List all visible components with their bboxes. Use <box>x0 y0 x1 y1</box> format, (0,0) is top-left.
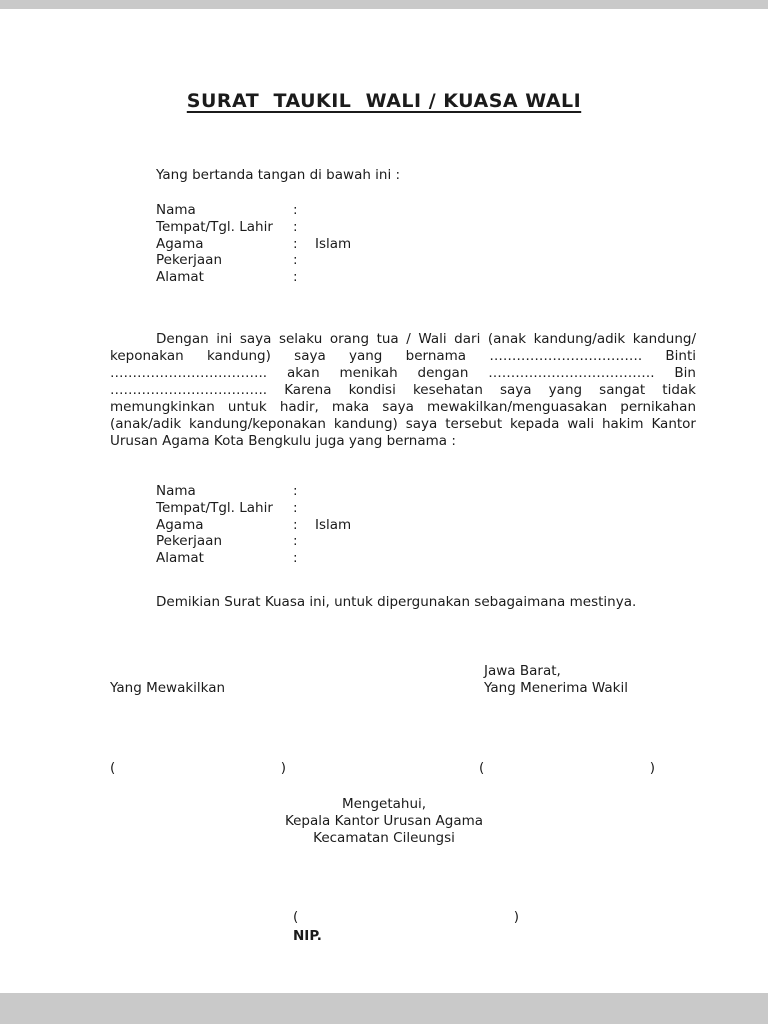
field-label: Nama <box>156 483 196 499</box>
field-row-nama <box>156 483 351 500</box>
page-top-gutter <box>0 0 768 9</box>
field-label: Tempat/Tgl. Lahir <box>156 218 273 235</box>
field-row-tempat-tgl-lahir <box>156 500 351 517</box>
field-colon: : <box>293 550 298 567</box>
field-row-pekerjaan <box>156 533 351 550</box>
ack-line-3: Kecamatan Cileungsi <box>313 829 455 846</box>
nip-label: NIP. <box>293 928 322 944</box>
field-row-alamat <box>156 269 351 286</box>
field-label: Alamat <box>156 269 204 286</box>
field-label: Agama <box>156 516 204 533</box>
signature-role-left: Yang Mewakilkan <box>110 680 226 696</box>
acknowledgement-parens <box>293 909 519 925</box>
signature-role-right: Yang Menerima Wakil <box>484 680 628 696</box>
close-paren: ) <box>649 760 655 776</box>
field-value: Islam <box>315 235 352 252</box>
field-colon: : <box>293 235 298 252</box>
close-paren: ) <box>513 909 519 925</box>
field-colon: : <box>293 218 298 235</box>
open-paren: ( <box>479 760 485 776</box>
field-colon: : <box>293 202 298 218</box>
open-paren: ( <box>110 760 116 776</box>
intro-line: Yang bertanda tangan di bawah ini : <box>156 167 401 183</box>
field-row-alamat <box>156 550 351 567</box>
field-colon: : <box>293 252 298 269</box>
party1-fields <box>156 202 351 286</box>
field-row-nama <box>156 202 351 219</box>
signature-parens-right <box>479 760 655 776</box>
acknowledgement-block <box>0 796 768 846</box>
body-paragraph: Dengan ini saya selaku orang tua / Wali dari (anak kandung/adik kandung/ keponakan kandung) saya yang bernama ……………………………. Binti …………………………….. akan menikah dengan ………………………………. Bin …………………………….. Karena kondisi kesehatan saya yang sangat tidak memungkinkan untuk hadir, maka saya mewakilkan/menguasakan pernikahan (anak/adik kandung/keponakan kandung) saya tersebut kepada wali hakim Kantor Urusan Agama Kota Bengkulu juga yang bernama : <box>110 331 696 449</box>
field-colon: : <box>293 533 298 550</box>
field-colon: : <box>293 516 298 533</box>
field-row-agama <box>156 236 351 253</box>
field-row-agama <box>156 517 351 534</box>
field-label: Alamat <box>156 550 204 567</box>
ack-line-2: Kepala Kantor Urusan Agama <box>284 812 484 829</box>
field-row-tempat-tgl-lahir <box>156 219 351 236</box>
field-value: Islam <box>315 516 352 533</box>
field-label: Agama <box>156 235 204 252</box>
open-paren: ( <box>293 909 299 925</box>
party2-fields <box>156 483 351 567</box>
document-title <box>0 90 768 112</box>
field-row-pekerjaan <box>156 252 351 269</box>
close-paren: ) <box>280 760 286 776</box>
document-title-text: SURAT TAUKIL WALI / KUASA WALI <box>186 90 582 112</box>
field-colon: : <box>293 269 298 286</box>
field-label: Pekerjaan <box>156 533 223 550</box>
field-colon: : <box>293 499 298 516</box>
field-label: Nama <box>156 202 196 218</box>
page-bottom-gutter <box>0 993 768 1024</box>
ack-line-1: Mengetahui, <box>341 796 427 812</box>
closing-line: Demikian Surat Kuasa ini, untuk dipergunakan sebagaimana mestinya. <box>156 594 637 610</box>
signature-place: Jawa Barat, <box>484 663 561 679</box>
signature-parens-left <box>110 760 286 776</box>
field-label: Tempat/Tgl. Lahir <box>156 499 273 516</box>
field-colon: : <box>293 483 298 499</box>
field-label: Pekerjaan <box>156 252 223 269</box>
